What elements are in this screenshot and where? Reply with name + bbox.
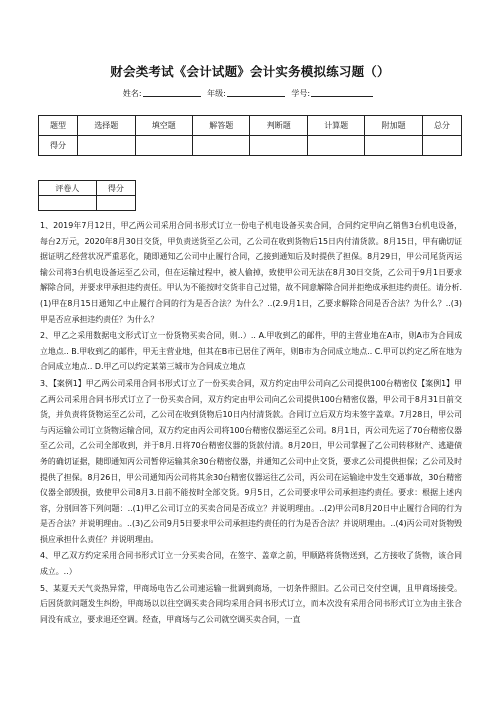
score-cell[interactable] (307, 136, 364, 156)
page-title: 财会类考试《会计试题》会计实务模拟练习题（） (110, 64, 390, 79)
score-table-header: 题型 (39, 116, 78, 136)
grade-field[interactable] (227, 88, 285, 97)
questions-body (40, 218, 462, 628)
reviewer-score-label: 得分 (96, 181, 135, 196)
reviewer-label: 评卷人 (39, 181, 97, 196)
question-5: 5、某夏天天气炎热异常，甲商场电告乙公司速运输一批调到商场，一切条件照旧。乙公司已交付空调，且甲商场接受。后因货款问题发生纠纷，甲商场以以往空调买卖合同均采用合同书形式订立，而本次没有采用合同书形式订立为由主张合同没有成立，要求退还空调。经查，甲商场与乙公司就空调买卖合同，一直 (40, 583, 462, 624)
reviewer-cell[interactable] (39, 196, 97, 211)
student-id-field[interactable] (311, 88, 373, 97)
score-cell[interactable] (422, 136, 461, 156)
student-info-line (0, 88, 500, 99)
question-1: 1、2019年7月12日，甲乙两公司采用合同书形式订立一份电子机电设备买卖合同，合同约定甲向乙销售3台机电设备，每台2万元，2020年8月30日交货，甲负责送货至乙公司，乙公司在收到货物后15日内付清货款。8月15日，甲有确切证据证明乙经营状况严重恶化，随即通知乙公司中止履行合同，乙接到通知后及时提供了担保。8月29日，甲公司尾货丙运输公司将3台机电设备运至乙公司，但在运输过程中，被人偷掉，致使甲公司无法在8月30日交货，乙公司于9月1日要求解除合同，并要求甲承担违约责任。甲认为不能按时交货非自己过错，故不同意解除合同并拒绝成承担违约责任。请分析.(1)甲在8月15日通知乙中止履行合同的行为是否合法？为什么？..(2.9月1日，乙要求解除合同是否合法？为什么？..(3)甲是否应承担违约责任？为什么？ (40, 221, 462, 324)
reviewer-score-cell[interactable] (96, 196, 135, 211)
reviewer-value-row (39, 196, 136, 211)
score-row-label: 得分 (39, 136, 78, 156)
score-table-header: 填空题 (135, 116, 192, 136)
question-2: 2、甲乙之采用数据电文形式订立一份货物买卖合同，则..）.. A.甲收到乙的邮件，甲的主营业地在A市，则A市为合同成立地点.. B.甲收到乙的邮件，甲无主营业地，但其在B市已居住了两年，则B市为合同成立地点.. C.甲可以约定乙所在地为合同成立地点.. D.甲乙可以约定某第三城市为合同成立地点 (40, 331, 462, 372)
score-cell[interactable] (78, 136, 135, 156)
score-table-header: 总分 (422, 116, 461, 136)
score-table-header-row (39, 116, 462, 136)
score-cell[interactable] (135, 136, 192, 156)
score-cell[interactable] (250, 136, 307, 156)
reviewer-table (38, 180, 136, 211)
reviewer-header-row (39, 181, 136, 196)
name-field[interactable] (143, 88, 201, 97)
student-id-label: 学号: (291, 89, 311, 98)
score-table-header: 附加题 (365, 116, 422, 136)
name-label: 姓名: (122, 89, 142, 98)
grade-label: 年级: (207, 89, 226, 98)
score-table-score-row (39, 136, 462, 156)
score-cell[interactable] (365, 136, 422, 156)
score-table (38, 115, 462, 156)
score-table-header: 解答题 (193, 116, 250, 136)
score-cell[interactable] (193, 136, 250, 156)
score-table-header: 判断题 (250, 116, 307, 136)
score-table-header: 计算题 (307, 116, 364, 136)
question-4: 4、甲乙双方约定采用合同书形式订立一分买卖合同，在签字、盖章之前，甲顺路将货物送到，乙方接收了货物，该合同成立。..） (40, 551, 462, 577)
question-3: 3、【案例1】甲乙两公司采用合同书形式订立了一份买卖合同，双方约定由甲公司向乙公司提供100台精密仪【案例1】甲乙两公司采用合同书形式订立了一份买卖合同，双方约定由甲公司向乙公司提供100台精密仪器，甲公司于8月31日前交货，并负责将货物运至乙公司，乙公司在收到货物后10日内付清货款。合同订立后双方均未签字盖章。7月28日，甲公司与丙运输公司订立货物运输合同，双方约定由丙公司将100台精密仪器运至乙公司。8月1日，丙公司先运了70台精密仪器至乙公司，乙公司全部收到，并于8月.日将70台精密仪器的货款付清。8月20日，甲公司掌握了乙公司转移财产、逃避债务的确切证据，随即通知丙公司暂停运输其余30台精密仪器，并通知乙公司中止交货，要求乙公司提供担保；乙公司及时提供了担保。8月26日，甲公司通知丙公司将其余30台精密仪器运往乙公司，丙公司在运输途中发生交通事故，30台精密仪器全部毁损，致使甲公司8月3.日前不能按时全部交货。9月5日，乙公司要求甲公司承担违约责任。要求：根据上述内容，分别回答下列问题：..(1)甲乙公司订立的买卖合同是否成立？并说明理由。..(2)甲公司8月20日中止履行合同的行为是否合法？并说明理由。..(3)乙公司9月5日要求甲公司承担违约责任的行为是否合法？并说明理由。..(4)丙公司对货物毁损应承担什么责任？并说明理由。 (40, 378, 462, 544)
score-table-header: 选择题 (78, 116, 135, 136)
